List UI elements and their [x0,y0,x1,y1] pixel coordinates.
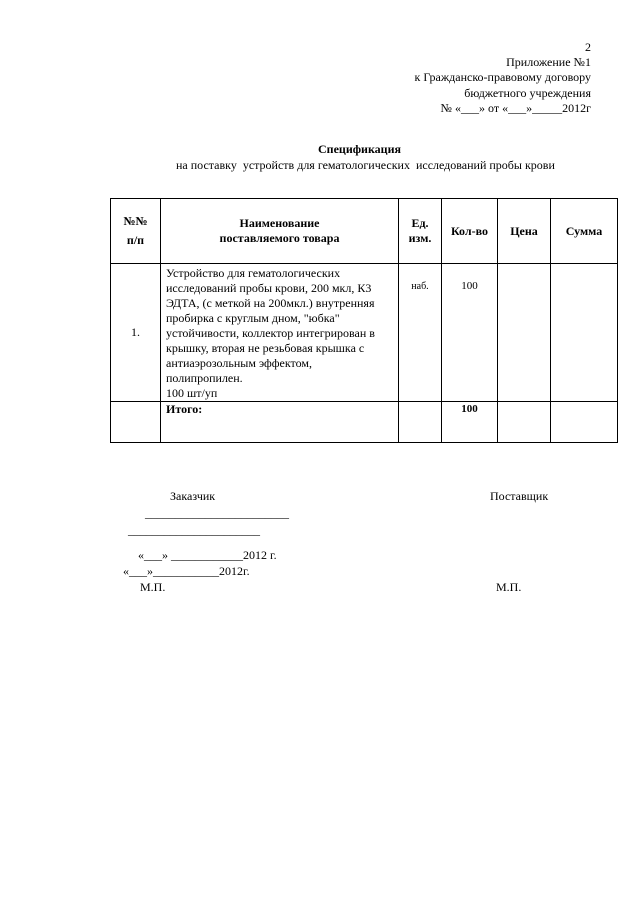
header-num [111,199,161,264]
header-qty: Кол-во [442,199,498,264]
customer-label: Заказчик [170,489,216,503]
appendix-institution: бюджетного учреждения [464,86,591,100]
header-name-line1: Наименование [239,216,320,230]
total-num-cell [111,402,161,443]
header-unit-line1: Ед. [411,216,429,230]
document-title: Спецификация [318,142,402,156]
item-name-line: исследований пробы крови, 200 мкл, К3 [166,281,372,295]
header-price: Цена [498,199,551,264]
table-row [111,264,618,402]
item-name-line: 100 шт/уп [166,386,218,400]
table-header-row [111,199,618,264]
page-number: 2 [585,40,591,54]
appendix-number-date: № «___» от «___»_____2012г [440,101,591,115]
date-line-2: «___»___________2012г. [123,564,250,578]
item-name-line: ЭДТА, (с меткой на 200мкл.) внутренняя [166,296,375,310]
total-price-cell [498,402,551,443]
header-num-line2: п/п [126,233,145,247]
header-num-line1: №№ [123,214,148,228]
table-total-row [111,402,618,443]
row-qty: 100 [442,264,498,402]
appendix-contract-ref: к Гражданско-правовому договору [414,70,591,84]
row-item-name [161,264,399,402]
signature-line-2: ______________________ [128,523,260,537]
total-label: Итого: [161,402,399,443]
supplier-label: Поставщик [490,489,549,503]
row-number: 1. [111,264,161,402]
header-unit-line2: изм. [408,231,432,245]
item-name-line: антиаэрозольным эффектом, [166,356,312,370]
row-price [498,264,551,402]
stamp-supplier: М.П. [496,580,522,594]
item-name-line: пробирка с круглым дном, "юбка" [166,311,340,325]
header-name [161,199,399,264]
total-unit-cell [399,402,442,443]
item-name-line: полипропилен. [166,371,243,385]
total-sum-cell [551,402,618,443]
row-unit: наб. [399,264,442,402]
document-subtitle: на поставку устройств для гематологических исследований пробы крови [176,158,555,172]
stamp-customer: М.П. [140,580,166,594]
date-line-1: «___» ____________2012 г. [138,548,277,562]
header-unit [399,199,442,264]
appendix-title: Приложение №1 [506,55,591,69]
header-sum: Сумма [551,199,618,264]
item-name-line: устойчивости, коллектор интегрирован в [166,326,375,340]
signature-line-1: ________________________ [145,506,289,520]
item-name-line: Устройство для гематологических [166,266,341,280]
header-name-line2: поставляемого товара [219,231,340,245]
total-qty: 100 [442,402,498,443]
item-name-line: крышку, вторая не резьбовая крышка с [166,341,365,355]
specification-table [110,198,618,443]
row-sum [551,264,618,402]
